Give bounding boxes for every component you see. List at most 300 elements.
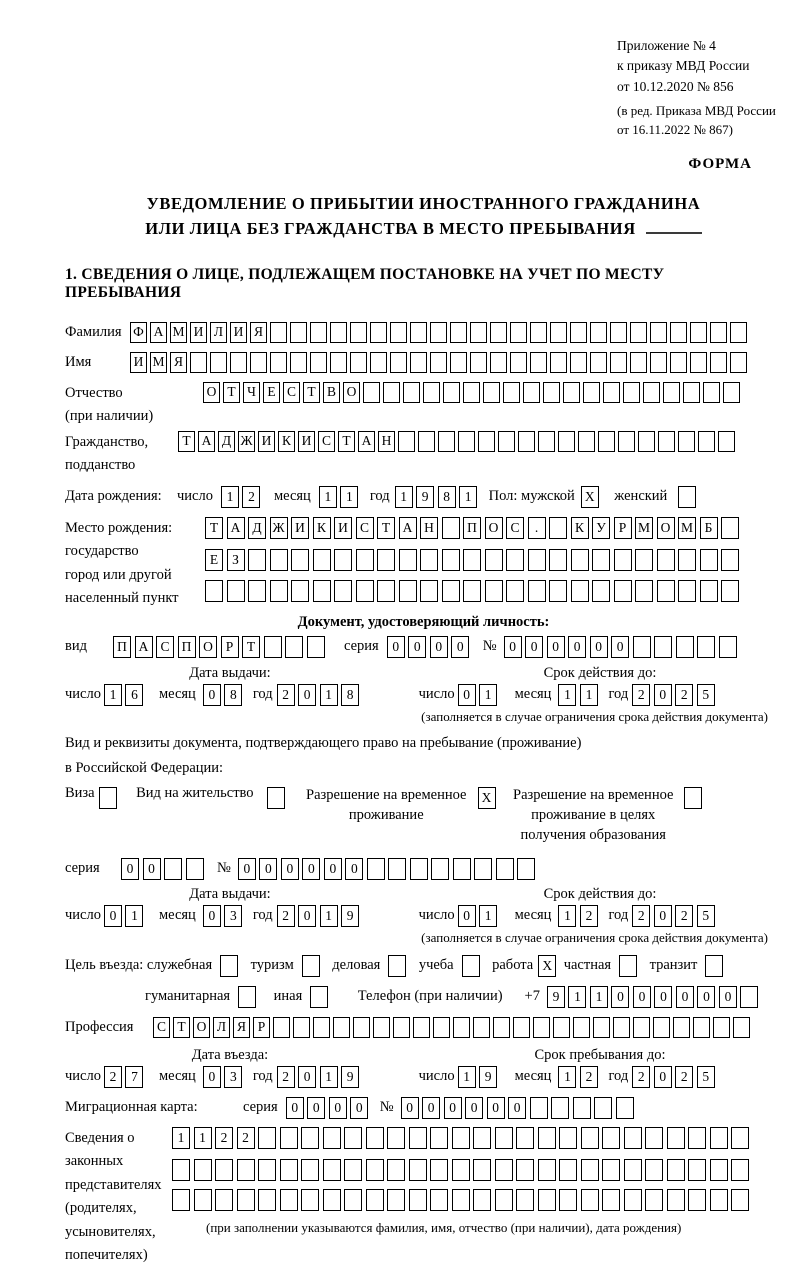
char-cell: И (190, 322, 207, 343)
permit-issue-year-boxes (277, 905, 363, 927)
field-label-line: Разрешение на временное (306, 786, 467, 803)
char-cell (713, 1017, 730, 1038)
char-cell (452, 1189, 470, 1211)
entry-day-boxes (104, 1066, 147, 1088)
char-cell (593, 1017, 610, 1038)
char-cell (678, 580, 696, 602)
char-cell (528, 549, 546, 571)
char-cell (373, 1017, 390, 1038)
char-cell (516, 1127, 534, 1149)
char-cell (301, 1127, 319, 1149)
char-cell (210, 352, 227, 373)
char-cell: 9 (341, 905, 359, 927)
char-cell (433, 1017, 450, 1038)
char-cell: 1 (558, 905, 576, 927)
purpose-humanitarian-label: гуманитарная (145, 988, 231, 1005)
char-cell (657, 549, 675, 571)
char-cell: 2 (277, 1066, 295, 1088)
char-cell (190, 352, 207, 373)
char-cell: 0 (568, 636, 586, 658)
surname-boxes (130, 322, 750, 343)
entry-month-boxes (203, 1066, 246, 1088)
purpose-work-label: работа (492, 957, 534, 974)
char-cell (205, 580, 223, 602)
char-cell: Т (242, 636, 260, 658)
char-cell (678, 431, 695, 452)
char-cell: 0 (408, 636, 426, 658)
row-permit-dates (65, 905, 782, 927)
char-cell: 0 (345, 858, 363, 880)
char-cell: 9 (547, 986, 565, 1008)
char-cell (420, 549, 438, 571)
doc-type-label: вид (65, 638, 87, 655)
char-cell: 9 (416, 486, 434, 508)
char-cell: М (635, 517, 653, 539)
char-cell (350, 352, 367, 373)
char-cell: 9 (479, 1066, 497, 1088)
char-cell (388, 858, 406, 880)
char-cell: О (193, 1017, 210, 1038)
row-entry-dates (65, 1066, 782, 1088)
char-cell (353, 1017, 370, 1038)
char-cell: 1 (558, 1066, 576, 1088)
char-cell (493, 1017, 510, 1038)
char-cell (413, 1017, 430, 1038)
char-cell (633, 1017, 650, 1038)
char-cell: 0 (387, 636, 405, 658)
char-cell (423, 382, 440, 403)
char-cell (610, 322, 627, 343)
char-cell (592, 549, 610, 571)
citizenship-label (65, 431, 178, 478)
char-cell (366, 1127, 384, 1149)
field-label-line: усыновителях, (65, 1223, 156, 1240)
char-cell (549, 549, 567, 571)
char-cell: Д (218, 431, 235, 452)
char-cell (667, 1189, 685, 1211)
char-cell: 5 (697, 1066, 715, 1088)
char-cell (721, 517, 739, 539)
char-cell (667, 1159, 685, 1181)
char-cell (387, 1189, 405, 1211)
year-label: год (608, 907, 629, 924)
char-cell (463, 382, 480, 403)
char-cell (495, 1159, 513, 1181)
char-cell: Е (205, 549, 223, 571)
char-cell: 0 (654, 905, 672, 927)
char-cell: 0 (324, 858, 342, 880)
char-cell (598, 431, 615, 452)
char-cell: 2 (675, 684, 693, 706)
char-cell (450, 352, 467, 373)
char-cell: 2 (632, 1066, 650, 1088)
char-cell (430, 322, 447, 343)
profession-boxes (153, 1017, 753, 1038)
char-cell (473, 1017, 490, 1038)
char-cell: О (657, 517, 675, 539)
char-cell: Т (338, 431, 355, 452)
month-label: месяц (158, 1068, 196, 1085)
female-checkbox (678, 486, 696, 508)
permit-series-boxes (121, 858, 207, 880)
char-cell (442, 549, 460, 571)
char-cell: 2 (277, 905, 295, 927)
char-cell (700, 580, 718, 602)
char-cell: . (528, 517, 546, 539)
card-series-label: серия (243, 1099, 278, 1116)
day-label: число (65, 686, 101, 703)
char-cell (194, 1159, 212, 1181)
char-cell: 2 (675, 1066, 693, 1088)
char-cell (581, 1127, 599, 1149)
char-cell: 5 (697, 684, 715, 706)
char-cell (313, 580, 331, 602)
char-cell (270, 322, 287, 343)
char-cell (418, 431, 435, 452)
field-label-line: Место рождения: (65, 519, 173, 536)
day-label: число (65, 907, 101, 924)
title-blank-underline (646, 220, 702, 234)
char-cell: 0 (719, 986, 737, 1008)
char-cell (485, 549, 503, 571)
char-cell: 1 (580, 684, 598, 706)
char-cell (344, 1127, 362, 1149)
permit-series-label: серия (65, 860, 100, 877)
char-cell (730, 322, 747, 343)
char-cell (530, 1097, 548, 1119)
birth-day-boxes (221, 486, 264, 508)
doc-issue-month-boxes (203, 684, 246, 706)
char-cell (518, 431, 535, 452)
row-given-name (65, 352, 782, 373)
given-name-label: Имя (65, 353, 92, 370)
month-label: месяц (514, 1068, 552, 1085)
char-cell (549, 517, 567, 539)
char-cell (645, 1127, 663, 1149)
char-cell: А (227, 517, 245, 539)
char-cell: 2 (675, 905, 693, 927)
visa-label: Виза (65, 784, 95, 801)
representatives-boxes-line3 (172, 1189, 753, 1211)
char-cell: 2 (580, 905, 598, 927)
char-cell (690, 352, 707, 373)
char-cell (688, 1159, 706, 1181)
char-cell: 1 (395, 486, 413, 508)
char-cell (452, 1159, 470, 1181)
permit-number-boxes (238, 858, 539, 880)
purpose-work-checkbox: X (538, 955, 556, 977)
given-name-boxes (130, 352, 750, 373)
char-cell (483, 382, 500, 403)
field-label-line: Гражданство, (65, 433, 149, 450)
valid-until-header: Срок действия до: (543, 885, 657, 902)
char-cell: 0 (458, 684, 476, 706)
doc-valid-year-boxes (632, 684, 718, 706)
char-cell (703, 382, 720, 403)
char-cell (538, 1127, 556, 1149)
representatives-note: (при заполнении указываются фамилия, имя, отчество (при наличии), дата рождения) (206, 1219, 682, 1235)
char-rows (178, 431, 738, 452)
char-cell: О (485, 517, 503, 539)
row-entry-date-headers (65, 1047, 782, 1064)
char-cell (563, 382, 580, 403)
char-cell: П (463, 517, 481, 539)
birth-date-label: Дата рождения: (65, 488, 162, 505)
char-cell (310, 352, 327, 373)
char-cell: А (198, 431, 215, 452)
char-cell (387, 1127, 405, 1149)
char-cell (578, 431, 595, 452)
char-cell (624, 1189, 642, 1211)
char-cell (470, 322, 487, 343)
char-cell (623, 382, 640, 403)
char-cell: 1 (458, 1066, 476, 1088)
char-cell (698, 431, 715, 452)
char-cell (710, 1127, 728, 1149)
char-cell (643, 382, 660, 403)
char-cell (571, 580, 589, 602)
row-doc-date-headers (65, 665, 782, 682)
char-cell: Ч (243, 382, 260, 403)
char-cell: И (298, 431, 315, 452)
char-cell (301, 1159, 319, 1181)
char-cell (670, 352, 687, 373)
row-purpose-extra-phone (145, 986, 782, 1008)
char-cell: 6 (125, 684, 143, 706)
row-patronymic (65, 382, 782, 429)
char-cell: 0 (203, 1066, 221, 1088)
char-cell (293, 1017, 310, 1038)
char-cell (517, 858, 535, 880)
section1-heading: 1. СВЕДЕНИЯ О ЛИЦЕ, ПОДЛЕЖАЩЕМ ПОСТАНОВКЕ НА УЧЕТ ПО МЕСТУ ПРЕБЫВАНИЯ (65, 265, 665, 301)
char-cell: 1 (194, 1127, 212, 1149)
char-cell (290, 352, 307, 373)
purpose-other-label: иная (273, 988, 303, 1005)
char-cell (590, 352, 607, 373)
char-cell (403, 382, 420, 403)
char-cell (399, 580, 417, 602)
char-cell: Е (263, 382, 280, 403)
char-cell (443, 382, 460, 403)
stay-day-boxes (458, 1066, 501, 1088)
char-cell: И (130, 352, 147, 373)
char-cell (463, 549, 481, 571)
phone-label: Телефон (при наличии) (357, 988, 503, 1005)
char-cell (543, 382, 560, 403)
permit-issue-day-boxes (104, 905, 147, 927)
char-cell (370, 322, 387, 343)
char-cell (624, 1127, 642, 1149)
char-cell: Н (378, 431, 395, 452)
char-cell (280, 1127, 298, 1149)
year-label: год (608, 1068, 629, 1085)
char-cell (387, 1159, 405, 1181)
forma-label: ФОРМА (688, 155, 752, 172)
char-cell (172, 1159, 190, 1181)
doc-issue-day-boxes (104, 684, 147, 706)
purpose-transit-label: транзит (649, 957, 698, 974)
char-cell (710, 1189, 728, 1211)
char-cell (530, 352, 547, 373)
char-cell (645, 1159, 663, 1181)
field-label-line: (родителях, (65, 1200, 137, 1217)
char-cell (442, 580, 460, 602)
char-cell: С (506, 517, 524, 539)
card-number-boxes (401, 1097, 638, 1119)
field-label-line: представителях (65, 1176, 162, 1193)
char-cell: Я (170, 352, 187, 373)
char-cell (614, 549, 632, 571)
char-cell: 0 (465, 1097, 483, 1119)
char-cell (172, 1189, 190, 1211)
char-cell: И (291, 517, 309, 539)
row-representatives (65, 1127, 782, 1268)
month-label: месяц (273, 488, 311, 505)
char-cell: 0 (654, 684, 672, 706)
temp-residence-label (306, 785, 466, 826)
permit-valid-year-boxes (632, 905, 718, 927)
field-label-line: получения образования (520, 827, 666, 844)
purpose-other-checkbox (310, 986, 328, 1008)
char-cell (474, 858, 492, 880)
char-cell (409, 1189, 427, 1211)
char-cell (571, 549, 589, 571)
char-cell (377, 549, 395, 571)
row-migration-card (65, 1097, 782, 1119)
char-cell: Я (233, 1017, 250, 1038)
char-cell: Т (377, 517, 395, 539)
permit-valid-day-boxes (458, 905, 501, 927)
char-cell (463, 580, 481, 602)
doc-valid-day-boxes (458, 684, 501, 706)
char-cell (453, 1017, 470, 1038)
char-cell (250, 352, 267, 373)
migration-card-label: Миграционная карта: (65, 1099, 198, 1116)
char-cell: З (227, 549, 245, 571)
permit-number-label: № (217, 860, 231, 877)
char-cell (194, 1189, 212, 1211)
char-cell: 0 (611, 986, 629, 1008)
char-cell (559, 1159, 577, 1181)
char-cell: И (258, 431, 275, 452)
char-cell (658, 431, 675, 452)
char-cell (513, 1017, 530, 1038)
char-cell: Т (173, 1017, 190, 1038)
purpose-private-label: частная (563, 957, 612, 974)
char-cell: 2 (580, 1066, 598, 1088)
char-cell: 8 (224, 684, 242, 706)
day-label: число (418, 1068, 455, 1085)
char-cell (530, 322, 547, 343)
identity-doc-heading: Документ, удостоверяющий личность: (297, 613, 550, 630)
purpose-official-checkbox (220, 955, 238, 977)
char-cell (366, 1159, 384, 1181)
char-cell (616, 1097, 634, 1119)
char-cell: 1 (568, 986, 586, 1008)
char-cell: 0 (451, 636, 469, 658)
row-citizenship (65, 431, 782, 478)
char-cell (356, 549, 374, 571)
char-cell (516, 1189, 534, 1211)
char-cell: 0 (143, 858, 161, 880)
char-cell (393, 1017, 410, 1038)
char-cell: 1 (459, 486, 477, 508)
char-cell: 1 (320, 905, 338, 927)
char-cell (313, 1017, 330, 1038)
residence-permit-label: Вид на жительство (136, 784, 254, 801)
char-cell (258, 1159, 276, 1181)
card-series-boxes (286, 1097, 372, 1119)
ref-line: Приложение № 4 (617, 38, 716, 53)
ref-edition-line: (в ред. Приказа МВД России (617, 102, 776, 118)
char-cell (230, 352, 247, 373)
char-cell (438, 431, 455, 452)
purpose-study-label: учеба (418, 957, 454, 974)
char-cell: 0 (430, 636, 448, 658)
doc-number-boxes (504, 636, 741, 658)
char-cell: А (150, 322, 167, 343)
ref-line: от 10.12.2020 № 856 (617, 78, 734, 94)
char-cell (503, 382, 520, 403)
doc-series-boxes (387, 636, 473, 658)
char-cell (721, 549, 739, 571)
char-cell: 0 (259, 858, 277, 880)
char-cell: П (178, 636, 196, 658)
char-cell (650, 322, 667, 343)
char-cell (370, 352, 387, 373)
form-title-line2: ИЛИ ЛИЦА БЕЗ ГРАЖДАНСТВА В МЕСТО ПРЕБЫВАНИЯ (65, 216, 782, 242)
char-cell (688, 1189, 706, 1211)
form-body (65, 322, 782, 1268)
char-rows (172, 1127, 753, 1236)
char-cell: Ф (130, 322, 147, 343)
char-cell (490, 322, 507, 343)
char-cell (390, 352, 407, 373)
char-cell: Я (250, 322, 267, 343)
char-cell: 0 (422, 1097, 440, 1119)
permit-validity-note: (заполняется в случае ограничения срока действия документа) (421, 929, 768, 945)
char-cell: 0 (298, 905, 316, 927)
char-cell: 0 (547, 636, 565, 658)
phone-prefix: +7 (524, 988, 540, 1005)
char-cell: 0 (121, 858, 139, 880)
year-label: год (252, 1068, 273, 1085)
field-label-line: подданство (65, 457, 136, 474)
char-cell (330, 322, 347, 343)
char-cell: 0 (508, 1097, 526, 1119)
patronymic-label (65, 382, 203, 429)
char-cell (602, 1159, 620, 1181)
char-cell (610, 352, 627, 373)
char-cell (653, 1017, 670, 1038)
char-cell (718, 431, 735, 452)
char-cell (538, 1159, 556, 1181)
representatives-label (65, 1127, 172, 1268)
char-cell: 0 (286, 1097, 304, 1119)
char-cell (581, 1189, 599, 1211)
char-cell (624, 1159, 642, 1181)
char-cell: Р (253, 1017, 270, 1038)
char-rows (205, 517, 743, 602)
year-label: год (608, 686, 629, 703)
char-cell (559, 1127, 577, 1149)
char-cell (409, 1159, 427, 1181)
year-label: год (252, 686, 273, 703)
char-cell: 0 (458, 905, 476, 927)
form-title-line1: УВЕДОМЛЕНИЕ О ПРИБЫТИИ ИНОСТРАННОГО ГРАЖДАНИНА (146, 193, 701, 213)
char-cell: 0 (697, 986, 715, 1008)
char-cell (237, 1159, 255, 1181)
